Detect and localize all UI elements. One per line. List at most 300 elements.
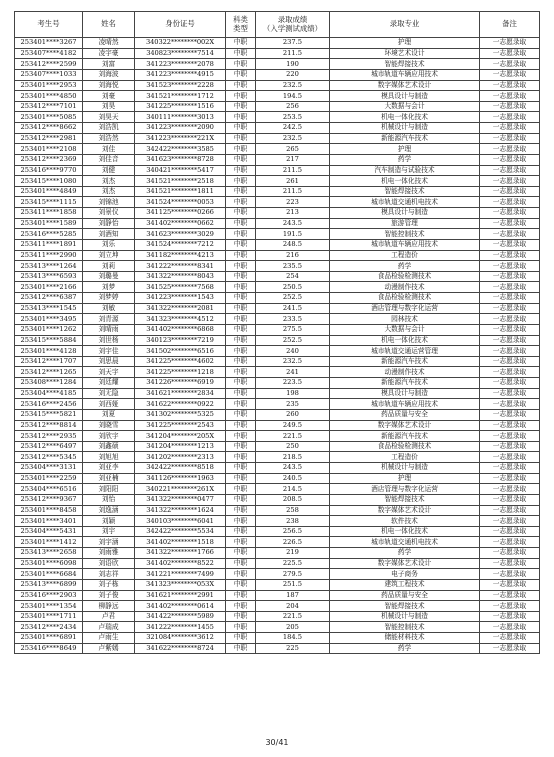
cell-score: 223.5 — [256, 378, 330, 389]
cell-remark: 一志愿录取 — [480, 463, 540, 474]
cell-score: 221.5 — [256, 611, 330, 622]
cell-major: 药品质量与安全 — [330, 590, 480, 601]
cell-exam-no: 253416****9770 — [15, 165, 83, 176]
cell-remark: 一志愿录取 — [480, 388, 540, 399]
cell-category: 中职 — [226, 48, 256, 59]
cell-name: 刘酒知 — [83, 229, 135, 240]
cell-exam-no: 253401****8458 — [15, 505, 83, 516]
cell-id-no: 341525********7568 — [135, 282, 226, 293]
cell-id-no: 341126********1963 — [135, 473, 226, 484]
cell-name: 刘锦池 — [83, 197, 135, 208]
cell-major: 模具设计与制造 — [330, 208, 480, 219]
cell-name: 刘海波 — [83, 69, 135, 80]
cell-score: 253.5 — [256, 112, 330, 123]
table-row — [15, 463, 540, 474]
cell-remark: 一志愿录取 — [480, 59, 540, 70]
table-row — [15, 293, 540, 304]
cell-major: 新能源汽车技术 — [330, 378, 480, 389]
cell-score: 238 — [256, 516, 330, 527]
cell-score: 213 — [256, 208, 330, 219]
cell-remark: 一志愿录取 — [480, 601, 540, 612]
cell-score: 218.5 — [256, 452, 330, 463]
cell-major: 药学 — [330, 154, 480, 165]
cell-score: 240 — [256, 346, 330, 357]
table-row — [15, 271, 540, 282]
cell-major: 城市轨道交通运营管理 — [330, 346, 480, 357]
cell-score: 275.5 — [256, 324, 330, 335]
cell-score: 211.5 — [256, 186, 330, 197]
cell-exam-no: 253416****8649 — [15, 643, 83, 654]
cell-category: 中职 — [226, 165, 256, 176]
header-name: 姓名 — [83, 12, 135, 38]
cell-name: 卢雨生 — [83, 633, 135, 644]
cell-exam-no: 253401****1262 — [15, 324, 83, 335]
cell-major: 酒店管理与数字化运营 — [330, 484, 480, 495]
cell-remark: 一志愿录取 — [480, 218, 540, 229]
table-row — [15, 516, 540, 527]
cell-remark: 一志愿录取 — [480, 208, 540, 219]
cell-remark: 一志愿录取 — [480, 399, 540, 410]
cell-name: 刘立坤 — [83, 250, 135, 261]
cell-major: 动漫制作技术 — [330, 282, 480, 293]
cell-remark: 一志愿录取 — [480, 144, 540, 155]
cell-major: 新能源汽车技术 — [330, 356, 480, 367]
cell-remark: 一志愿录取 — [480, 303, 540, 314]
cell-name: 刘子栋 — [83, 579, 135, 590]
cell-name: 刘梦婷 — [83, 293, 135, 304]
cell-exam-no: 253412****7101 — [15, 101, 83, 112]
table-row — [15, 473, 540, 484]
cell-remark: 一志愿录取 — [480, 356, 540, 367]
cell-major: 智能焊接技术 — [330, 186, 480, 197]
table-row — [15, 452, 540, 463]
cell-exam-no: 253412****9367 — [15, 494, 83, 505]
cell-score: 256.5 — [256, 526, 330, 537]
cell-score: 219 — [256, 548, 330, 559]
cell-id-no: 341202********2313 — [135, 452, 226, 463]
cell-name: 刘逸涵 — [83, 505, 135, 516]
table-row — [15, 303, 540, 314]
cell-category: 中职 — [226, 441, 256, 452]
cell-category: 中职 — [226, 494, 256, 505]
cell-exam-no: 253401****1589 — [15, 218, 83, 229]
cell-id-no: 341222********1455 — [135, 622, 226, 633]
table-row — [15, 537, 540, 548]
header-remark: 备注 — [480, 12, 540, 38]
cell-remark: 一志愿录取 — [480, 239, 540, 250]
cell-id-no: 341322********0477 — [135, 494, 226, 505]
table-row — [15, 48, 540, 59]
cell-exam-no: 253412****1265 — [15, 367, 83, 378]
cell-score: 279.5 — [256, 569, 330, 580]
cell-id-no: 321084********3612 — [135, 633, 226, 644]
cell-name: 刘无隐 — [83, 388, 135, 399]
cell-remark: 一志愿录取 — [480, 346, 540, 357]
cell-remark: 一志愿录取 — [480, 537, 540, 548]
cell-remark: 一志愿录取 — [480, 123, 540, 134]
table-row — [15, 101, 540, 112]
cell-name: 卢紫嫣 — [83, 643, 135, 654]
cell-remark: 一志愿录取 — [480, 101, 540, 112]
cell-category: 中职 — [226, 346, 256, 357]
cell-category: 中职 — [226, 505, 256, 516]
cell-score: 252.5 — [256, 335, 330, 346]
cell-remark: 一志愿录取 — [480, 569, 540, 580]
page-number: 30/41 — [265, 738, 289, 747]
cell-major: 新能源汽车技术 — [330, 133, 480, 144]
cell-exam-no: 253404****6516 — [15, 484, 83, 495]
cell-id-no: 341623********8728 — [135, 154, 226, 165]
cell-score: 221.5 — [256, 431, 330, 442]
cell-major: 大数据与会计 — [330, 101, 480, 112]
cell-major: 机电一体化技术 — [330, 112, 480, 123]
table-row — [15, 186, 540, 197]
cell-id-no: 340823********7514 — [135, 48, 226, 59]
cell-category: 中职 — [226, 356, 256, 367]
cell-category: 中职 — [226, 452, 256, 463]
cell-major: 药学 — [330, 643, 480, 654]
cell-name: 刘子俊 — [83, 590, 135, 601]
cell-id-no: 341323********4512 — [135, 314, 226, 325]
header-id-no: 身份证号 — [135, 12, 226, 38]
cell-id-no: 341225********1516 — [135, 101, 226, 112]
cell-remark: 一志愿录取 — [480, 229, 540, 240]
cell-id-no: 342422********5534 — [135, 526, 226, 537]
cell-score: 194.5 — [256, 91, 330, 102]
cell-major: 机械设计与制造 — [330, 123, 480, 134]
cell-name: 刘莉 — [83, 261, 135, 272]
header-category — [226, 12, 256, 38]
cell-id-no: 341223********2090 — [135, 123, 226, 134]
cell-category: 中职 — [226, 367, 256, 378]
cell-category: 中职 — [226, 271, 256, 282]
cell-exam-no: 253415****5821 — [15, 409, 83, 420]
cell-name: 刘敏 — [83, 303, 135, 314]
cell-id-no: 341422********5989 — [135, 611, 226, 622]
cell-major: 护理 — [330, 473, 480, 484]
cell-remark: 一志愿录取 — [480, 590, 540, 601]
cell-exam-no: 253401****3401 — [15, 516, 83, 527]
cell-score: 204 — [256, 601, 330, 612]
cell-exam-no: 253401****2166 — [15, 282, 83, 293]
cell-id-no: 341225********1218 — [135, 367, 226, 378]
cell-category: 中职 — [226, 133, 256, 144]
cell-category: 中职 — [226, 420, 256, 431]
cell-exam-no: 253401****1354 — [15, 601, 83, 612]
cell-score: 232.5 — [256, 133, 330, 144]
cell-name: 刘昊 — [83, 101, 135, 112]
cell-exam-no: 253412****2369 — [15, 154, 83, 165]
cell-category: 中职 — [226, 314, 256, 325]
cell-remark: 一志愿录取 — [480, 452, 540, 463]
cell-remark: 一志愿录取 — [480, 165, 540, 176]
table-row — [15, 484, 540, 495]
cell-remark: 一志愿录取 — [480, 611, 540, 622]
cell-category: 中职 — [226, 218, 256, 229]
cell-id-no: 341521********1811 — [135, 186, 226, 197]
cell-category: 中职 — [226, 335, 256, 346]
cell-id-no: 341204********205X — [135, 431, 226, 442]
cell-exam-no: 253411****1858 — [15, 208, 83, 219]
cell-id-no: 342422********8518 — [135, 463, 226, 474]
cell-category: 中职 — [226, 144, 256, 155]
cell-remark: 一志愿录取 — [480, 197, 540, 208]
cell-category: 中职 — [226, 59, 256, 70]
cell-category: 中职 — [226, 38, 256, 49]
cell-exam-no: 253401****3267 — [15, 38, 83, 49]
cell-exam-no: 253412****2935 — [15, 431, 83, 442]
cell-major: 旅游管理 — [330, 218, 480, 229]
cell-id-no: 341402********0614 — [135, 601, 226, 612]
cell-major: 数字媒体艺术设计 — [330, 80, 480, 91]
cell-major: 机电一体化技术 — [330, 335, 480, 346]
cell-score: 254 — [256, 271, 330, 282]
cell-category: 中职 — [226, 463, 256, 474]
cell-id-no: 341402********6868 — [135, 324, 226, 335]
cell-name: 刘宇 — [83, 526, 135, 537]
cell-remark: 一志愿录取 — [480, 409, 540, 420]
cell-major: 城市轨道车辆应用技术 — [330, 239, 480, 250]
cell-name: 刘晓雪 — [83, 420, 135, 431]
cell-score: 249.5 — [256, 420, 330, 431]
cell-major: 药品质量与安全 — [330, 409, 480, 420]
cell-major: 智能焊接技术 — [330, 601, 480, 612]
cell-major: 智能控制技术 — [330, 229, 480, 240]
cell-id-no: 341226********6919 — [135, 378, 226, 389]
cell-score: 216 — [256, 250, 330, 261]
cell-name: 刘杰 — [83, 176, 135, 187]
cell-name: 刘亚楠 — [83, 473, 135, 484]
cell-remark: 一志愿录取 — [480, 335, 540, 346]
cell-major: 软件技术 — [330, 516, 480, 527]
cell-score: 250.5 — [256, 282, 330, 293]
cell-major: 护理 — [330, 38, 480, 49]
table-row — [15, 69, 540, 80]
table-row — [15, 494, 540, 505]
cell-name: 卢君 — [83, 611, 135, 622]
cell-category: 中职 — [226, 633, 256, 644]
header-score-line1: 录取成绩 — [277, 14, 308, 24]
cell-category: 中职 — [226, 91, 256, 102]
cell-major: 食品检验检测技术 — [330, 293, 480, 304]
cell-exam-no: 253401****1711 — [15, 611, 83, 622]
cell-id-no: 341223********1543 — [135, 293, 226, 304]
table-row — [15, 569, 540, 580]
cell-score: 217 — [256, 154, 330, 165]
table-row — [15, 324, 540, 335]
cell-major: 机电一体化技术 — [330, 176, 480, 187]
cell-id-no: 341322********8043 — [135, 271, 226, 282]
cell-exam-no: 253401****2953 — [15, 80, 83, 91]
cell-category: 中职 — [226, 208, 256, 219]
cell-score: 220 — [256, 69, 330, 80]
table-row — [15, 208, 540, 219]
cell-category: 中职 — [226, 101, 256, 112]
cell-remark: 一志愿录取 — [480, 133, 540, 144]
cell-name: 刘海悦 — [83, 80, 135, 91]
cell-major: 数字媒体艺术设计 — [330, 558, 480, 569]
cell-score: 250 — [256, 441, 330, 452]
cell-major: 新能源汽车技术 — [330, 431, 480, 442]
table-row — [15, 197, 540, 208]
cell-name: 刘阳阳 — [83, 484, 135, 495]
cell-exam-no: 253404****5431 — [15, 526, 83, 537]
cell-name: 刘语欣 — [83, 558, 135, 569]
cell-name: 刘欣宇 — [83, 431, 135, 442]
cell-id-no: 341524********7212 — [135, 239, 226, 250]
cell-name: 刘世杨 — [83, 335, 135, 346]
cell-category: 中职 — [226, 484, 256, 495]
cell-score: 205 — [256, 622, 330, 633]
cell-score: 265 — [256, 144, 330, 155]
cell-exam-no: 253412****8662 — [15, 123, 83, 134]
header-score — [256, 12, 330, 38]
table-row — [15, 229, 540, 240]
cell-exam-no: 253401****6684 — [15, 569, 83, 580]
cell-id-no: 341502********6516 — [135, 346, 226, 357]
cell-score: 233.5 — [256, 314, 330, 325]
cell-major: 电子商务 — [330, 569, 480, 580]
header-exam-no: 考生号 — [15, 12, 83, 38]
cell-exam-no: 253408****1284 — [15, 378, 83, 389]
table-row — [15, 409, 540, 420]
cell-major: 药学 — [330, 548, 480, 559]
cell-exam-no: 253415****1080 — [15, 176, 83, 187]
cell-id-no: 341322********2081 — [135, 303, 226, 314]
cell-exam-no: 253413****1264 — [15, 261, 83, 272]
cell-name: 柳静远 — [83, 601, 135, 612]
cell-exam-no: 253413****1545 — [15, 303, 83, 314]
cell-major: 大数据与会计 — [330, 324, 480, 335]
cell-exam-no: 253401****4850 — [15, 91, 83, 102]
table-row — [15, 378, 540, 389]
cell-name: 刘宇涵 — [83, 537, 135, 548]
table-row — [15, 420, 540, 431]
cell-category: 中职 — [226, 579, 256, 590]
cell-name: 刘静怡 — [83, 218, 135, 229]
cell-remark: 一志愿录取 — [480, 579, 540, 590]
cell-remark: 一志愿录取 — [480, 293, 540, 304]
cell-category: 中职 — [226, 282, 256, 293]
table-row — [15, 133, 540, 144]
cell-id-no: 341322********1766 — [135, 548, 226, 559]
table-row — [15, 314, 540, 325]
cell-category: 中职 — [226, 261, 256, 272]
cell-remark: 一志愿录取 — [480, 112, 540, 123]
cell-score: 258 — [256, 505, 330, 516]
table-row — [15, 261, 540, 272]
cell-score: 184.5 — [256, 633, 330, 644]
cell-score: 256 — [256, 101, 330, 112]
cell-id-no: 341621********2991 — [135, 590, 226, 601]
cell-major: 数字媒体艺术设计 — [330, 505, 480, 516]
cell-name: 卢瑞成 — [83, 622, 135, 633]
cell-category: 中职 — [226, 516, 256, 527]
cell-score: 214.5 — [256, 484, 330, 495]
cell-category: 中职 — [226, 123, 256, 134]
cell-score: 235.5 — [256, 261, 330, 272]
cell-name: 刘昊天 — [83, 112, 135, 123]
cell-category: 中职 — [226, 611, 256, 622]
cell-remark: 一志愿录取 — [480, 431, 540, 442]
table-row — [15, 91, 540, 102]
cell-name: 刘富 — [83, 59, 135, 70]
cell-remark: 一志愿录取 — [480, 473, 540, 484]
cell-score: 235 — [256, 399, 330, 410]
admission-table — [14, 11, 540, 654]
cell-name: 刘豪 — [83, 91, 135, 102]
cell-id-no: 341223********4915 — [135, 69, 226, 80]
header-category-line2: 类型 — [233, 23, 248, 33]
cell-remark: 一志愿录取 — [480, 441, 540, 452]
table-row — [15, 622, 540, 633]
cell-category: 中职 — [226, 590, 256, 601]
cell-major: 护理 — [330, 144, 480, 155]
cell-score: 241 — [256, 367, 330, 378]
cell-remark: 一志愿录取 — [480, 91, 540, 102]
cell-major: 数字媒体艺术设计 — [330, 420, 480, 431]
cell-exam-no: 253401****6891 — [15, 633, 83, 644]
cell-category: 中职 — [226, 303, 256, 314]
table-row — [15, 165, 540, 176]
cell-id-no: 340322********002X — [135, 38, 226, 49]
cell-category: 中职 — [226, 622, 256, 633]
cell-id-no: 341402********8522 — [135, 558, 226, 569]
cell-exam-no: 253415****5884 — [15, 335, 83, 346]
cell-remark: 一志愿录取 — [480, 48, 540, 59]
table-row — [15, 548, 540, 559]
table-row — [15, 388, 540, 399]
cell-major: 食品检验检测技术 — [330, 271, 480, 282]
cell-score: 226.5 — [256, 537, 330, 548]
cell-id-no: 341182********4213 — [135, 250, 226, 261]
header-score-line2: （入学测试成绩） — [262, 23, 323, 33]
cell-exam-no: 253401****4128 — [15, 346, 83, 357]
cell-id-no: 341402********0662 — [135, 218, 226, 229]
table-row — [15, 633, 540, 644]
cell-major: 环境艺术设计 — [330, 48, 480, 59]
cell-remark: 一志愿录取 — [480, 505, 540, 516]
cell-id-no: 341222********8341 — [135, 261, 226, 272]
table-body — [15, 38, 540, 654]
cell-category: 中职 — [226, 601, 256, 612]
cell-exam-no: 253407****4182 — [15, 48, 83, 59]
cell-major: 机电一体化技术 — [330, 526, 480, 537]
header-category-line1: 科类 — [233, 14, 248, 24]
cell-score: 237.5 — [256, 38, 330, 49]
cell-name: 刘西娅 — [83, 399, 135, 410]
table-row — [15, 590, 540, 601]
table-row — [15, 112, 540, 123]
table-header — [15, 12, 540, 38]
cell-score: 243.5 — [256, 463, 330, 474]
cell-name: 刘夏 — [83, 409, 135, 420]
table-row — [15, 441, 540, 452]
cell-id-no: 341225********4602 — [135, 356, 226, 367]
cell-remark: 一志愿录取 — [480, 516, 540, 527]
cell-score: 252.5 — [256, 293, 330, 304]
cell-name: 刘志祥 — [83, 569, 135, 580]
table-row — [15, 154, 540, 165]
cell-exam-no: 253401****2259 — [15, 473, 83, 484]
cell-category: 中职 — [226, 548, 256, 559]
cell-major: 城市轨道交通机电技术 — [330, 197, 480, 208]
cell-remark: 一志愿录取 — [480, 558, 540, 569]
cell-major: 智能焊接技术 — [330, 494, 480, 505]
cell-category: 中职 — [226, 176, 256, 187]
cell-id-no: 341125********0266 — [135, 208, 226, 219]
cell-exam-no: 253413****6899 — [15, 579, 83, 590]
